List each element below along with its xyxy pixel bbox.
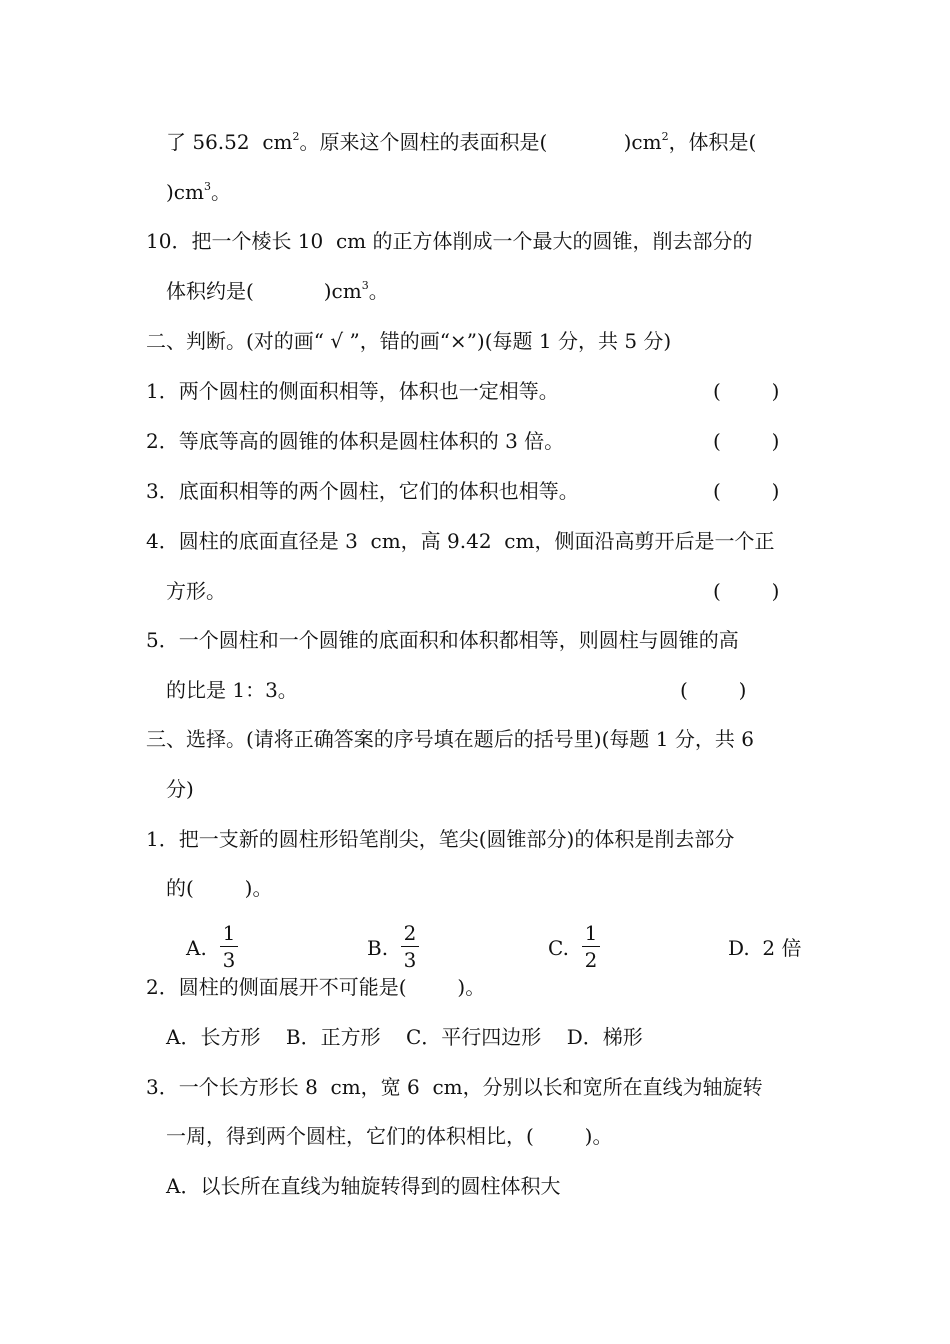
option-a-label: A. [186,936,207,960]
q10-line2 [166,277,389,305]
section3-heading-line2: 分) [166,777,194,801]
answer-paren-2[interactable]: ( ) [713,429,780,453]
answer-paren-4[interactable]: ( ) [713,579,780,603]
superscript: 2 [292,130,300,143]
answer-paren-3[interactable]: ( ) [713,479,780,503]
judge-item-3: 3．底面积相等的两个圆柱，它们的体积也相等。 [146,479,579,503]
choice-q3-line1: 3．一个长方形长 8 cm，宽 6 cm，分别以长和宽所在直线为轴旋转 [146,1075,763,1099]
q9-text-c: ，体积是( [668,130,757,154]
choice-q2-options: A．长方形 B．正方形 C．平行四边形 D．梯形 [166,1025,643,1049]
fraction-denominator: 2 [584,948,598,972]
section3-heading-line1: 三、选择。(请将正确答案的序号填在题后的括号里)(每题 1 分，共 6 [146,727,754,751]
section2-heading: 二、判断。(对的画“ √ ”，错的画“×”)(每题 1 分，共 5 分) [146,329,672,353]
superscript: 3 [203,180,211,193]
fraction-denominator: 3 [222,948,236,972]
judge-item-5-line2: 的比是 1：3。 [166,678,298,702]
q9-unit: )cm [166,180,204,204]
choice-q1-line1: 1．把一支新的圆柱形铅笔削尖，笔尖(圆锥部分)的体积是削去部分 [146,827,735,851]
choice-q2-stem: 2．圆柱的侧面展开不可能是( )。 [146,975,486,999]
option-d: D. 2 倍 [728,936,802,960]
q9-text-a: 了 56.52 cm [166,130,293,154]
judge-item-2: 2．等底等高的圆锥的体积是圆柱体积的 3 倍。 [146,429,565,453]
option-a-fraction [218,920,240,973]
q9-end: 。 [210,180,231,204]
answer-paren-1[interactable]: ( ) [713,379,780,403]
fraction-numerator: 2 [403,921,417,945]
option-b-label: B. [367,936,389,960]
option-c-fraction [580,920,602,973]
fraction-numerator: 1 [584,921,598,945]
q9-text-b: 。原来这个圆柱的表面积是( )cm [299,130,662,154]
option-c-label: C. [548,936,569,960]
answer-paren-5[interactable]: ( ) [680,678,747,702]
judge-item-5-line1: 5．一个圆柱和一个圆锥的底面积和体积都相等，则圆柱与圆锥的高 [146,628,739,652]
fraction-denominator: 3 [403,948,417,972]
judge-item-4-line1: 4．圆柱的底面直径是 3 cm，高 9.42 cm，侧面沿高剪开后是一个正 [146,529,775,553]
choice-q3-option-a: A．以长所在直线为轴旋转得到的圆柱体积大 [166,1174,561,1198]
option-b-fraction [399,920,421,973]
judge-item-1: 1．两个圆柱的侧面积相等，体积也一定相等。 [146,379,559,403]
choice-q3-line2: 一周，得到两个圆柱，它们的体积相比，( )。 [166,1124,613,1148]
choice-q1-line2: 的( )。 [166,876,273,900]
q10-end: 。 [368,279,389,303]
judge-item-4-line2: 方形。 [166,579,226,603]
q9-continuation-line2 [166,178,231,206]
fraction-numerator: 1 [222,921,236,945]
superscript: 3 [361,279,369,292]
q9-continuation-line [166,128,756,156]
q10-line1: 10．把一个棱长 10 cm 的正方体削成一个最大的圆锥，削去部分的 [146,229,753,253]
superscript: 2 [661,130,669,143]
q10-text: 体积约是( )cm [166,279,362,303]
